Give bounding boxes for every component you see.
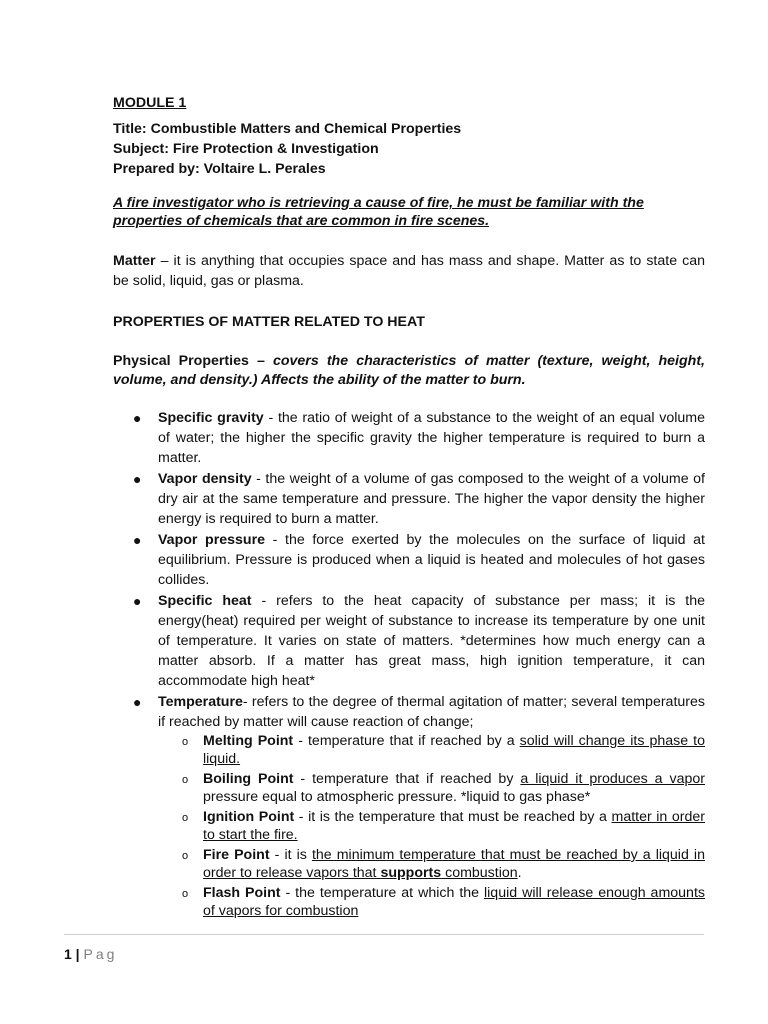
item-text: - the weight of a volume of gas composed to the weight of a volume of dry air at the same temperature and pressure. The higher the vapor density the higher energy is required to burn a matter. bbox=[158, 471, 705, 527]
sub-underlined: solid will change its phase to liquid. bbox=[203, 733, 706, 767]
header-block bbox=[113, 93, 705, 179]
title-line: Title: Combustible Matters and Chemical Properties bbox=[113, 121, 462, 137]
bullet-icon: ● bbox=[133, 532, 142, 548]
circle-bullet-icon: o bbox=[182, 888, 189, 900]
item-term: Specific gravity bbox=[158, 410, 264, 426]
sub-text: - temperature that if reached by bbox=[293, 771, 521, 787]
section-heading: PROPERTIES OF MATTER RELATED TO HEAT bbox=[113, 314, 425, 330]
module-heading: MODULE 1 bbox=[113, 95, 187, 111]
sub-list-item bbox=[158, 846, 705, 882]
sub-list-item bbox=[158, 808, 705, 844]
sub-underlined: matter in order to start the fire. bbox=[203, 809, 705, 843]
item-text: - the ratio of weight of a substance to the weight of an equal volume of water; the higher the specific gravity the higher temperature is required to burn a matter. bbox=[158, 410, 705, 466]
bullet-icon: ● bbox=[133, 694, 142, 710]
sub-underlined: liquid will release enough amounts of vapors for combustion bbox=[203, 885, 705, 919]
list-item bbox=[113, 530, 705, 590]
sub-list-item bbox=[158, 884, 705, 920]
circle-bullet-icon: o bbox=[182, 774, 189, 786]
sub-term: Boiling Point bbox=[203, 771, 294, 787]
sub-term: Flash Point bbox=[203, 885, 281, 901]
circle-bullet-icon: o bbox=[182, 736, 189, 748]
sub-underlined-tail: combustion bbox=[441, 865, 518, 881]
list-item bbox=[113, 408, 705, 468]
page-content bbox=[113, 93, 705, 922]
page-label: Pag bbox=[83, 946, 118, 962]
physical-term: Physical Properties – bbox=[113, 353, 273, 369]
list-item bbox=[113, 692, 705, 920]
physical-properties bbox=[113, 352, 705, 390]
sub-list-item bbox=[158, 732, 705, 768]
sub-term: Melting Point bbox=[203, 733, 294, 749]
matter-definition bbox=[113, 251, 705, 291]
sub-text-post: pressure equal to atmospheric pressure. *liquid to gas phase* bbox=[203, 789, 591, 805]
bullet-icon: ● bbox=[133, 410, 142, 426]
sub-term: Fire Point bbox=[203, 847, 270, 863]
circle-bullet-icon: o bbox=[182, 850, 189, 862]
sub-text: - it is bbox=[269, 847, 312, 863]
circle-bullet-icon: o bbox=[182, 812, 189, 824]
item-term: Vapor pressure bbox=[158, 532, 265, 548]
sub-text-post: . bbox=[517, 865, 522, 881]
subject-line: Subject: Fire Protection & Investigation bbox=[113, 141, 379, 157]
list-item bbox=[113, 469, 705, 529]
sub-underlined-bold: supports bbox=[380, 865, 442, 881]
sub-text: - it is the temperature that must be reached by a bbox=[294, 809, 612, 825]
list-item bbox=[113, 591, 705, 691]
item-term: Specific heat bbox=[158, 593, 252, 609]
item-text: - refers to the heat capacity of substance per mass; it is the energy(heat) required per weight of substance to increase its temperature by one unit of temperature. It varies on state of matters. *determines how much energy can a matter absorb. If a matter has great mass, high ignition temperature, it can accommodate high heat* bbox=[158, 593, 705, 689]
property-list bbox=[113, 408, 705, 920]
sub-list-item bbox=[158, 770, 705, 806]
page-footer bbox=[64, 934, 704, 964]
item-text: - refers to the degree of thermal agitation of matter; several temperatures if reached by matter will cause reaction of change; bbox=[158, 694, 705, 730]
bullet-icon: ● bbox=[133, 471, 142, 487]
footer-separator: | bbox=[71, 946, 84, 962]
item-text: - the force exerted by the molecules on the surface of liquid at equilibrium. Pressure is produced when a liquid is heated and molecules of hot gases collides. bbox=[158, 532, 705, 588]
item-term: Temperature bbox=[158, 694, 243, 710]
sub-text: - temperature that if reached by a bbox=[293, 733, 520, 749]
sub-underlined: a liquid it produces a vapor bbox=[520, 771, 705, 787]
matter-text: – it is anything that occupies space and has mass and shape. Matter as to state can be solid, liquid, gas or plasma. bbox=[113, 253, 705, 289]
sub-term: Ignition Point bbox=[203, 809, 295, 825]
temperature-list bbox=[158, 732, 705, 920]
sub-underlined: the minimum temperature that must be reached by a liquid in order to release vapors that bbox=[203, 847, 705, 881]
physical-description: covers the characteristics of matter (texture, weight, height, volume, and density.) Affects the ability of the matter to burn. bbox=[113, 353, 705, 388]
prepared-by-line: Prepared by: Voltaire L. Perales bbox=[113, 161, 326, 177]
item-term: Vapor density bbox=[158, 471, 252, 487]
page-number: 1 bbox=[64, 946, 72, 962]
bullet-icon: ● bbox=[133, 593, 142, 609]
intro-statement: A fire investigator who is retrieving a cause of fire, he must be familiar with the properties of chemicals that are common in fire scenes. bbox=[113, 195, 644, 229]
sub-text: - the temperature at which the bbox=[280, 885, 484, 901]
matter-term: Matter bbox=[113, 253, 156, 269]
